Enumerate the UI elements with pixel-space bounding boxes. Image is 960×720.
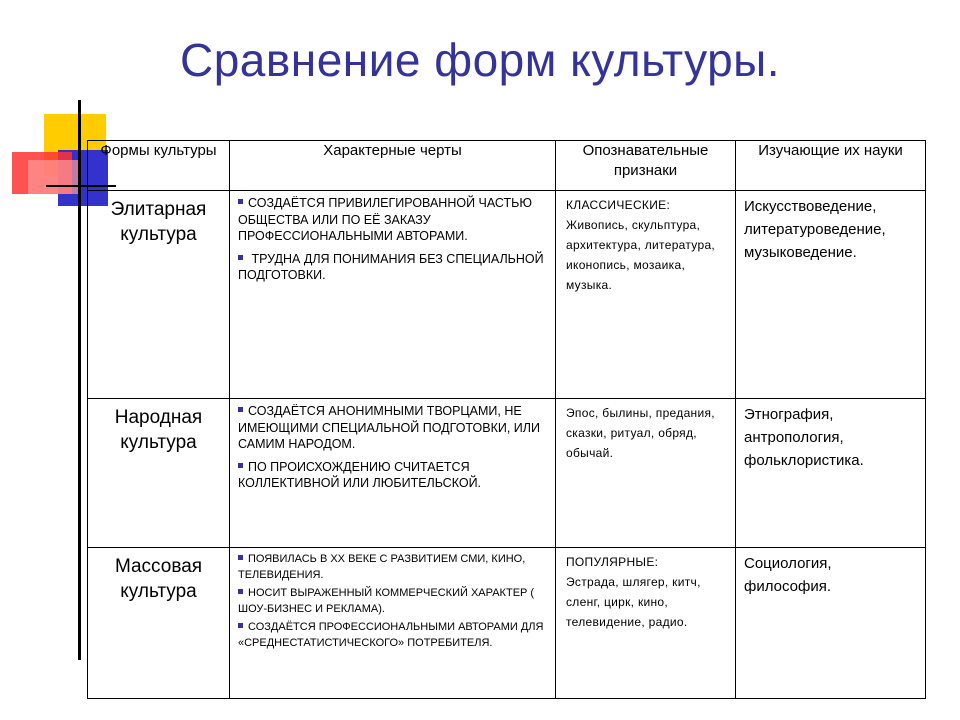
signs-heading: ПОПУЛЯРНЫЕ:: [566, 555, 659, 569]
trait-text: СОЗДАЁТСЯ АНОНИМНЫМИ ТВОРЦАМИ, НЕ ИМЕЮЩИМИ СПЕЦИАЛЬНОЙ ПОДГОТОВКИ, ИЛИ САМИМ НАРОДОМ.: [238, 404, 540, 451]
form-cell: [88, 191, 230, 399]
trait-text: ПОЯВИЛАСЬ В ХХ ВЕКЕ С РАЗВИТИЕМ СМИ, КИНО, ТЕЛЕВИДЕНИЯ.: [238, 553, 526, 581]
table-row-folk: [88, 399, 926, 548]
signs-cell: [556, 548, 736, 699]
traits-cell: [230, 191, 556, 399]
sciences-text: Социология, философия.: [744, 555, 832, 595]
trait-item: [238, 552, 549, 583]
traits-cell: [230, 548, 556, 699]
bullet-icon: [238, 463, 243, 468]
form-cell: [88, 548, 230, 699]
sciences-cell: [736, 191, 926, 399]
decor-pink-square: [28, 160, 78, 194]
signs-cell: [556, 399, 736, 548]
trait-text: НОСИТ ВЫРАЖЕННЫЙ КОММЕРЧЕСКИЙ ХАРАКТЕР ( ШОУ-БИЗНЕС И РЕКЛАМА).: [238, 587, 535, 615]
trait-text: СОЗДАЁТСЯ ПРОФЕССИОНАЛЬНЫМИ АВТОРАМИ ДЛЯ «СРЕДНЕСТАТИСТИЧЕСКОГО» ПОТРЕБИТЕЛЯ.: [238, 621, 544, 649]
bullet-icon: [238, 407, 243, 412]
trait-text: ТРУДНА ДЛЯ ПОНИМАНИЯ БЕЗ СПЕЦИАЛЬНОЙ ПОДГОТОВКИ.: [238, 251, 544, 282]
bullet-icon: [238, 199, 243, 204]
signs-cell: [556, 191, 736, 399]
header-forms: Формы культуры: [88, 141, 230, 191]
form-name: Народная культура: [114, 407, 203, 453]
trait-item: [238, 403, 549, 453]
comparison-table: [87, 140, 926, 699]
bullet-icon: [238, 555, 243, 560]
trait-item: [238, 620, 549, 651]
trait-text: СОЗДАЁТСЯ ПРИВИЛЕГИРОВАННОЙ ЧАСТЬЮ ОБЩЕСТВА ИЛИ ПО ЕЁ ЗАКАЗУ ПРОФЕССИОНАЛЬНЫМИ АВТОРАМИ.: [238, 196, 533, 243]
decor-vertical-line: [78, 100, 81, 660]
signs-text: КЛАССИЧЕСКИЕ: Живопись, скульптура, архитектура, литература, иконопись, мозаика, музыка.: [566, 198, 716, 292]
sciences-text: Этнография, антропология, фольклористика.: [744, 406, 864, 469]
form-name: Массовая культура: [114, 556, 203, 602]
signs-text: Эпос, былины, предания, сказки, ритуал, обряд, обычай.: [566, 406, 715, 460]
sciences-cell: [736, 399, 926, 548]
form-cell: [88, 399, 230, 548]
header-traits: Характерные черты: [230, 141, 556, 191]
sciences-text: Искусствоведение, литературоведение, музыковедение.: [744, 198, 886, 261]
bullet-icon: [238, 589, 243, 594]
bullet-icon: [238, 255, 243, 260]
trait-item: [238, 586, 549, 617]
form-name: Элитарная культура: [110, 199, 207, 245]
table-row-mass: [88, 548, 926, 699]
trait-item: [238, 251, 549, 284]
slide-title: Сравнение форм культуры.: [179, 34, 781, 86]
traits-cell: [230, 399, 556, 548]
trait-text: ПО ПРОИСХОЖДЕНИЮ СЧИТАЕТСЯ КОЛЛЕКТИВНОЙ ИЛИ ЛЮБИТЕЛЬСКОЙ.: [238, 459, 482, 490]
header-row: [88, 141, 926, 191]
sciences-cell: [736, 548, 926, 699]
trait-item: [238, 459, 549, 492]
header-signs: Опознавательные признаки: [556, 141, 736, 191]
bullet-icon: [238, 623, 243, 628]
table-row-elite: [88, 191, 926, 399]
trait-item: [238, 195, 549, 245]
signs-text: Эстрада, шлягер, китч, сленг, цирк, кино, телевидение, радио.: [566, 575, 701, 629]
header-sciences: Изучающие их науки: [736, 141, 926, 191]
